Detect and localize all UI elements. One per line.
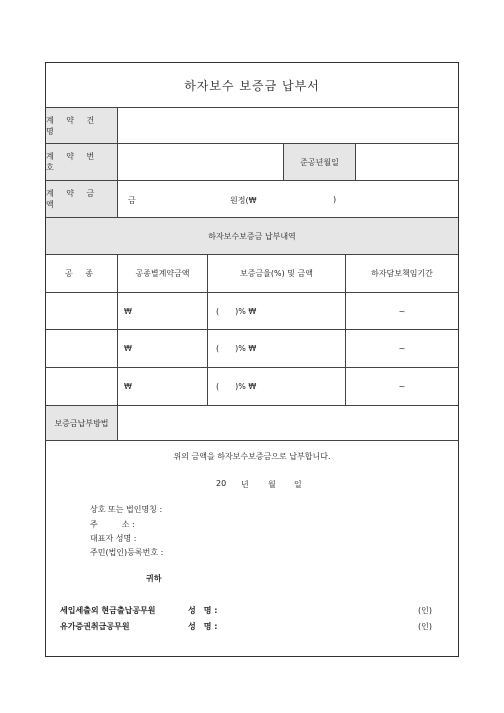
representative-field[interactable]: 대표자 성명 :	[90, 534, 137, 543]
amount-won: 원정(₩	[230, 196, 257, 205]
amount-prefix: 금	[128, 196, 136, 205]
contract-no-field[interactable]	[118, 144, 284, 180]
amount-cell[interactable]: ₩	[118, 330, 208, 367]
payment-method-field[interactable]	[118, 406, 458, 440]
registration-no-field[interactable]: 주민(법인)등록번호 :	[90, 548, 164, 557]
rate-cell[interactable]: ( )% ₩	[208, 293, 346, 329]
period-cell[interactable]: ~	[398, 344, 406, 353]
official-1-seal: (인)	[418, 606, 432, 615]
date-year-suffix: 년	[241, 480, 249, 489]
company-name-field[interactable]: 상호 또는 법인명칭 :	[90, 505, 163, 514]
col-rate-amount: 보증금율(%) 및 금액	[208, 255, 346, 292]
form-title: 하자보수 보증금 납부서	[184, 78, 320, 93]
rate-cell[interactable]: ( )% ₩	[208, 368, 346, 405]
contract-name-field[interactable]	[118, 108, 458, 143]
completion-date-label: 준공년월일	[284, 144, 356, 180]
completion-date-field[interactable]	[356, 144, 458, 180]
declaration-area	[46, 441, 458, 656]
contract-no-label: 계 약 번 호	[46, 144, 118, 180]
work-type-cell[interactable]	[46, 330, 118, 367]
work-type-cell[interactable]	[46, 293, 118, 329]
date-day-suffix: 일	[294, 480, 302, 489]
rate-cell[interactable]: ( )% ₩	[208, 330, 346, 367]
amount-cell[interactable]: ₩	[118, 293, 208, 329]
col-warranty-period: 하자담보책임기간	[371, 269, 433, 278]
payment-method-row	[46, 406, 458, 441]
official-2-sign[interactable]: 성 명 :	[188, 622, 218, 631]
contract-amount-field[interactable]	[118, 181, 458, 217]
table-row	[46, 293, 458, 330]
table-row	[46, 368, 458, 406]
official-1-name: 세입세출외 현금출납공무원	[60, 606, 156, 615]
declaration-text: 위의 금액을 하자보수보증금으로 납부합니다.	[173, 452, 331, 461]
amount-cell[interactable]: ₩	[118, 368, 208, 405]
contract-no-row	[46, 144, 458, 181]
payment-method-label: 보증금납부방법	[46, 406, 118, 440]
col-work-type: 공 종	[46, 255, 118, 292]
period-cell[interactable]: ~	[398, 306, 406, 316]
amount-close: )	[333, 195, 337, 204]
title-row	[46, 63, 458, 108]
col-contract-amount: 공종별계약금액	[118, 255, 208, 292]
address-field[interactable]: 주 소 :	[90, 520, 135, 529]
details-header: 하자보수보증금 납부내역	[208, 231, 296, 241]
deposit-form	[45, 62, 459, 657]
work-type-cell[interactable]	[46, 368, 118, 405]
period-cell[interactable]: ~	[398, 382, 406, 391]
official-1-sign[interactable]: 성 명 :	[188, 606, 218, 615]
date-year: 20	[216, 479, 227, 488]
column-header-row	[46, 255, 458, 293]
addressee: 귀하	[146, 574, 162, 583]
contract-name-label: 계 약 건 명	[46, 108, 118, 143]
contract-name-row	[46, 108, 458, 144]
date-month-suffix: 월	[268, 480, 276, 489]
contract-amount-row	[46, 181, 458, 218]
official-2-seal: (인)	[418, 622, 432, 631]
contract-amount-label: 계 약 금 액	[46, 181, 118, 217]
table-row	[46, 330, 458, 368]
details-header-row	[46, 218, 458, 255]
official-2-name: 유가증권취급공무원	[60, 622, 130, 631]
